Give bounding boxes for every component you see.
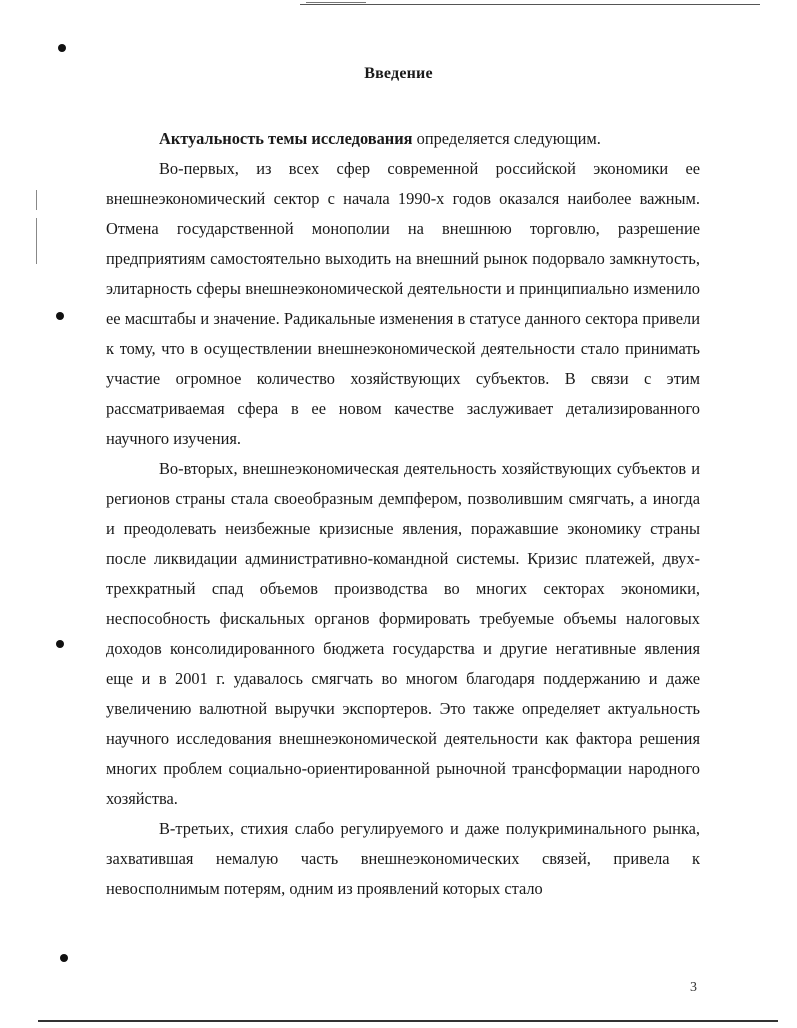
scan-top-rule-short xyxy=(306,2,366,3)
page-number: 3 xyxy=(690,980,697,995)
binding-hole-mark xyxy=(56,312,64,320)
paragraph-intro xyxy=(106,124,700,154)
scan-margin-artifact xyxy=(36,190,37,210)
page-title: Введение xyxy=(364,65,433,82)
body-text xyxy=(106,124,700,904)
paragraph-text: определяется следующим. xyxy=(412,129,601,148)
scan-margin-artifact xyxy=(36,218,37,264)
paragraph-lead: Актуальность темы исследования xyxy=(159,129,413,148)
binding-hole-mark xyxy=(58,44,66,52)
scan-bottom-rule xyxy=(38,1020,778,1022)
paragraph-first: Во-первых, из всех сфер современной российской экономики ее внешнеэкономический сектор с начала 1990-х годов оказался наиболее важным. Отмена государственной монополии на внешнюю торговлю, разрешение предприятиям самостоятельно выходить на внешний рынок подорвало замкнутость, элитарность сферы внешнеэкономической деятельности и принципиально изменило ее масштабы и значение. Радикальные изменения в статусе данного сектора привели к тому, что в осуществлении внешнеэкономической деятельности стало принимать участие огромное количество хозяйствующих субъектов. В связи с этим рассматриваемая сфера в ее новом качестве заслуживает детализированного научного изучения. xyxy=(106,159,700,448)
binding-hole-mark xyxy=(60,954,68,962)
binding-hole-mark xyxy=(56,640,64,648)
scan-top-rule xyxy=(300,4,760,5)
paragraph-third: В-третьих, стихия слабо регулируемого и даже полукриминального рынка, захватившая немалую часть внешнеэкономических связей, привела к невосполнимым потерям, одним из проявлений которых стало xyxy=(106,819,700,898)
paragraph-second: Во-вторых, внешнеэкономическая деятельность хозяйствующих субъектов и регионов страны стала своеобразным демпфером, позволившим смягчать, а иногда и преодолевать неизбежные кризисные явления, поражавшие экономику страны после ликвидации административно-командной системы. Кризис платежей, двух-трехкратный спад объемов производства во многих секторах экономики, неспособность фискальных органов формировать требуемые объемы налоговых доходов консолидированного бюджета государства и другие негативные явления еще и в 2001 г. удавалось смягчать во многом благодаря поддержанию и даже увеличению валютной выручки экспортеров. Это также определяет актуальность научного исследования внешнеэкономической деятельности как фактора решения многих проблем социально-ориентированной рыночной трансформации народного хозяйства. xyxy=(106,459,700,808)
